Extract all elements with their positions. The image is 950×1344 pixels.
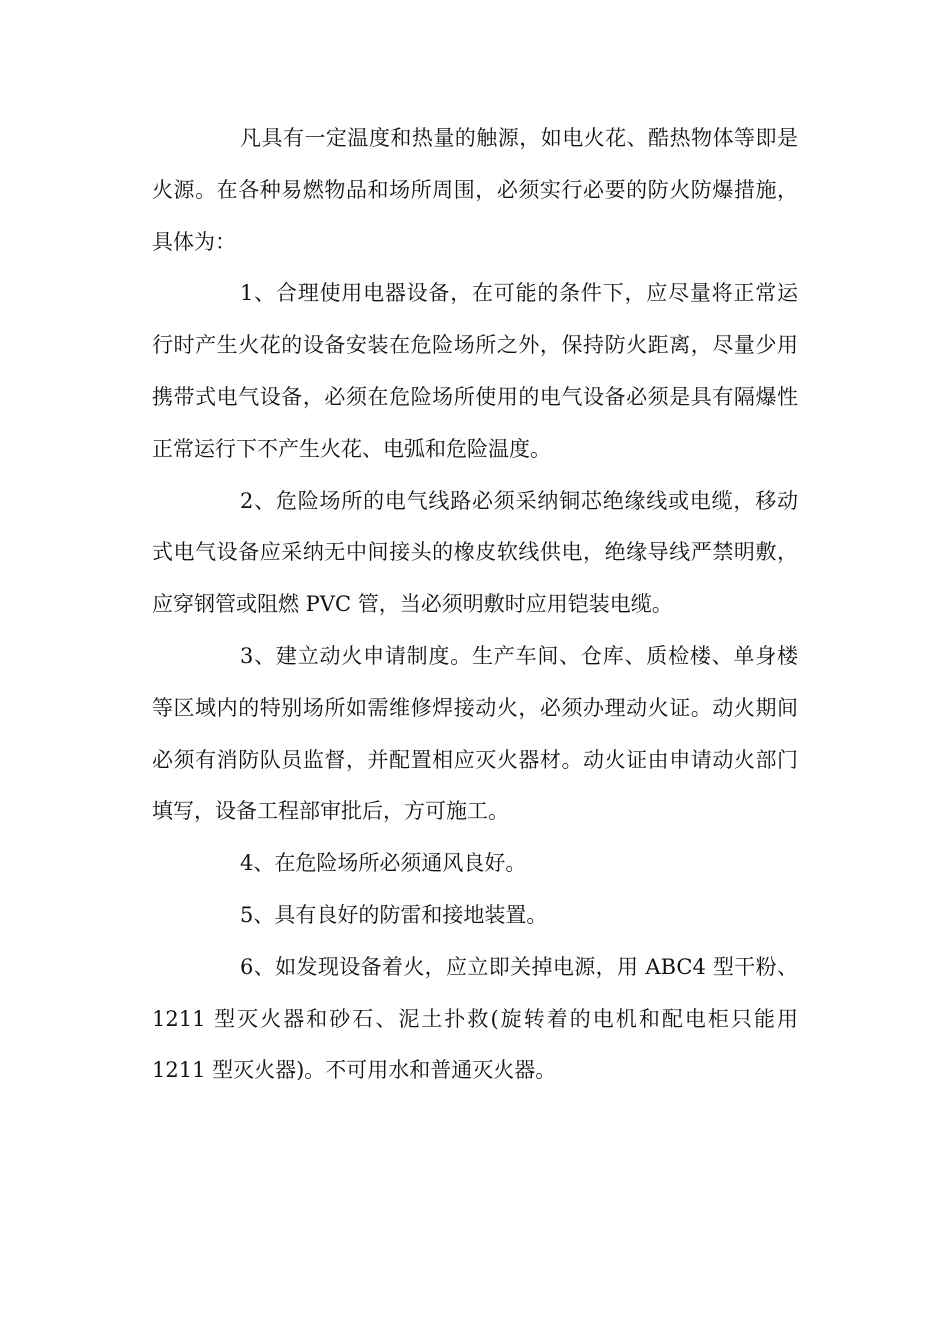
paragraph-item-4: 4、在危险场所必须通风良好。 (240, 851, 527, 876)
paragraph-item-6: 6、如发现设备着火，应立即关掉电源，用 ABC4 型干粉、1211 型灭火器和砂石、泥土扑救(旋转着的电机和配电柜只能用 1211 型灭火器)。不可用水和普通灭火器。 (152, 954, 798, 1083)
paragraph-item-3: 3、建立动火申请制度。生产车间、仓库、质检楼、单身楼等区域内的特别场所如需维修焊接动火，必须办理动火证。动火期间必须有消防队员监督，并配置相应灭火器材。动火证由申请动火部门填写，设备工程部审批后，方可施工。 (152, 643, 798, 824)
paragraph-item-1: 1、合理使用电器设备，在可能的条件下，应尽量将正常运行时产生火花的设备安装在危险场所之外，保持防火距离，尽量少用携带式电气设备，必须在危险场所使用的电气设备必须是具有隔爆性正常运行下不产生火花、电弧和危险温度。 (152, 281, 798, 461)
paragraph-item-5: 5、具有良好的防雷和接地装置。 (240, 902, 548, 927)
document-body (152, 113, 798, 1097)
paragraph-intro: 凡具有一定温度和热量的触源，如电火花、酷热物体等即是火源。在各种易燃物品和场所周围，必须实行必要的防火防爆措施，具体为： (152, 126, 798, 254)
paragraph-item-2: 2、危险场所的电气线路必须采纳铜芯绝缘线或电缆，移动式电气设备应采纳无中间接头的橡皮软线供电，绝缘导线严禁明敷，应穿钢管或阻燃 PVC 管，当必须明敷时应用铠装电缆。 (152, 488, 798, 617)
